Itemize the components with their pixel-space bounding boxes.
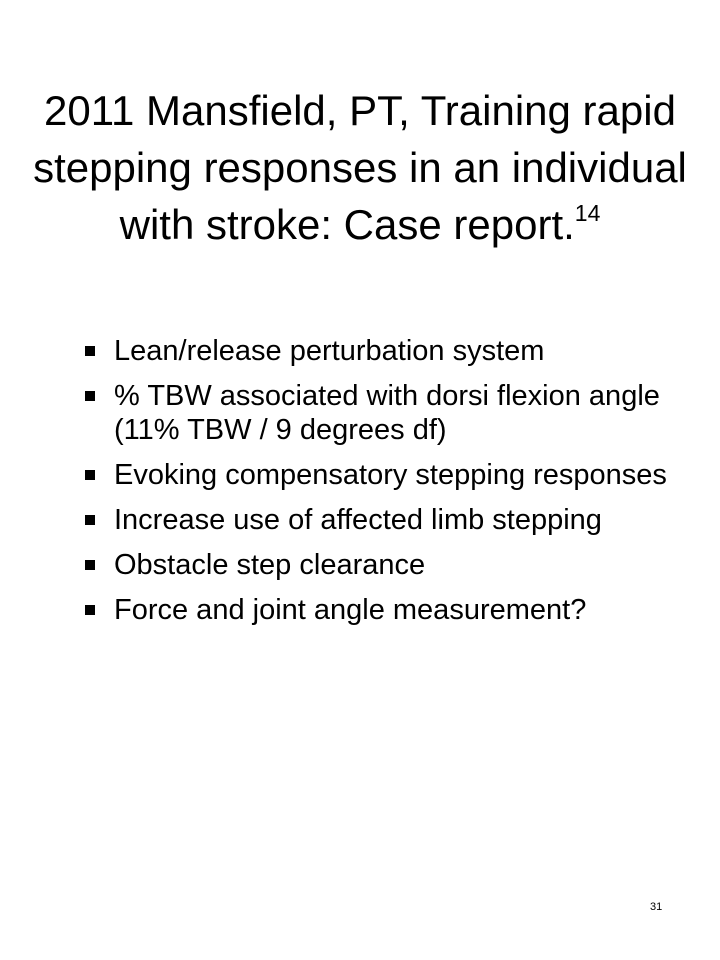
bullet-list xyxy=(82,334,682,638)
slide-title-text: 2011 Mansfield, PT, Training rapid stepping responses in an individual with stroke: Case report. xyxy=(33,87,687,248)
square-bullet-icon xyxy=(85,391,95,401)
page-number: 31 xyxy=(650,901,663,913)
bullet-item-obstacle-clearance xyxy=(82,548,682,582)
bullet-item-force-measurement xyxy=(82,593,682,627)
bullet-text: Evoking compensatory stepping responses xyxy=(114,459,667,491)
bullet-text: Lean/release perturbation system xyxy=(114,335,545,367)
square-bullet-icon xyxy=(85,605,95,615)
bullet-item-affected-limb xyxy=(82,503,682,537)
square-bullet-icon xyxy=(85,470,95,480)
square-bullet-icon xyxy=(85,560,95,570)
bullet-item-compensatory-stepping xyxy=(82,458,682,492)
bullet-text: % TBW associated with dorsi flexion angle (11% TBW / 9 degrees df) xyxy=(114,380,660,446)
bullet-text: Increase use of affected limb stepping xyxy=(114,504,602,536)
square-bullet-icon xyxy=(85,515,95,525)
slide-title xyxy=(20,82,700,253)
bullet-text: Force and joint angle measurement? xyxy=(114,594,587,626)
bullet-item-tbw xyxy=(82,379,682,447)
bullet-item-lean-release xyxy=(82,334,682,368)
bullet-text: Obstacle step clearance xyxy=(114,549,426,581)
square-bullet-icon xyxy=(85,346,95,356)
title-citation-superscript: 14 xyxy=(574,200,601,226)
